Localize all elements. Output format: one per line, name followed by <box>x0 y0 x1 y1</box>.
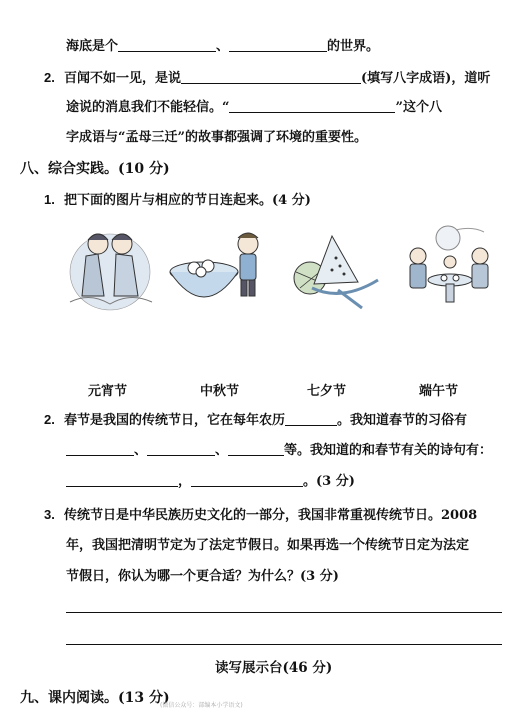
answer-blank[interactable] <box>66 441 134 456</box>
q7-line1: 海底是个 、 的世界。 <box>66 39 380 54</box>
s8-question-2: 2. 春节是我国的传统节日，它在每年农历 。我知道春节的习俗有 <box>44 412 468 428</box>
watermark-text: (微信公众号：部编本小学语文) <box>160 702 243 709</box>
festival-label-qixi[interactable]: 七夕节 <box>307 384 347 399</box>
s8-question-3-line3: 节假日，你认为哪一个更合适？为什么？(3 分) <box>66 569 339 584</box>
festival-label-zhongqiu[interactable]: 中秋节 <box>200 384 240 399</box>
answer-blank[interactable] <box>118 37 216 52</box>
answer-blank[interactable] <box>66 472 178 487</box>
s8-question-1: 1. 把下面的图片与相应的节日连起来。(4 分) <box>44 192 311 208</box>
zongzi-picture[interactable] <box>282 222 382 312</box>
s8-question-3-line2: 年，我国把清明节定为了法定节假日。如果再选一个传统节日定为法定 <box>66 538 470 553</box>
s8-question-2-line2: 、 、 等。我知道的和春节有关的诗句有： <box>66 441 492 461</box>
qixi-couple-picture[interactable] <box>60 222 160 312</box>
answer-blank[interactable] <box>229 98 395 113</box>
answer-line[interactable] <box>66 644 502 645</box>
q7-question-2: 2. 百闻不如一见，是说 (填写八字成语)，道听 <box>44 70 491 86</box>
reading-title: 读写展示台(46 分) <box>215 660 333 676</box>
answer-line[interactable] <box>66 612 502 613</box>
answer-blank[interactable] <box>191 472 303 487</box>
answer-blank[interactable] <box>181 69 361 84</box>
answer-blank[interactable] <box>229 37 327 52</box>
festival-pictures <box>60 222 500 312</box>
section-8-title: 八、综合实践。(10 分) <box>20 161 170 177</box>
s8-question-2-line3: ， 。(3 分) <box>66 472 355 492</box>
family-mooncake-picture[interactable] <box>400 222 500 312</box>
tangyuan-bowl-picture[interactable] <box>168 222 268 312</box>
section-9-title: 九、课内阅读。(13 分) <box>20 690 170 706</box>
festival-label-yuanxiao[interactable]: 元宵节 <box>88 384 128 399</box>
s8-question-3: 3. 传统节日是中华民族历史文化的一部分，我国非常重视传统节日。2008 <box>44 507 478 523</box>
q7-question-2-line3: 字成语与“孟母三迁”的故事都强调了环境的重要性。 <box>66 130 367 145</box>
answer-blank[interactable] <box>285 411 337 426</box>
answer-blank[interactable] <box>147 441 215 456</box>
q7-question-2-line2: 途说的消息我们不能轻信。“ ”这个八 <box>66 100 442 115</box>
answer-blank[interactable] <box>228 441 284 456</box>
festival-label-duanwu[interactable]: 端午节 <box>419 384 459 399</box>
